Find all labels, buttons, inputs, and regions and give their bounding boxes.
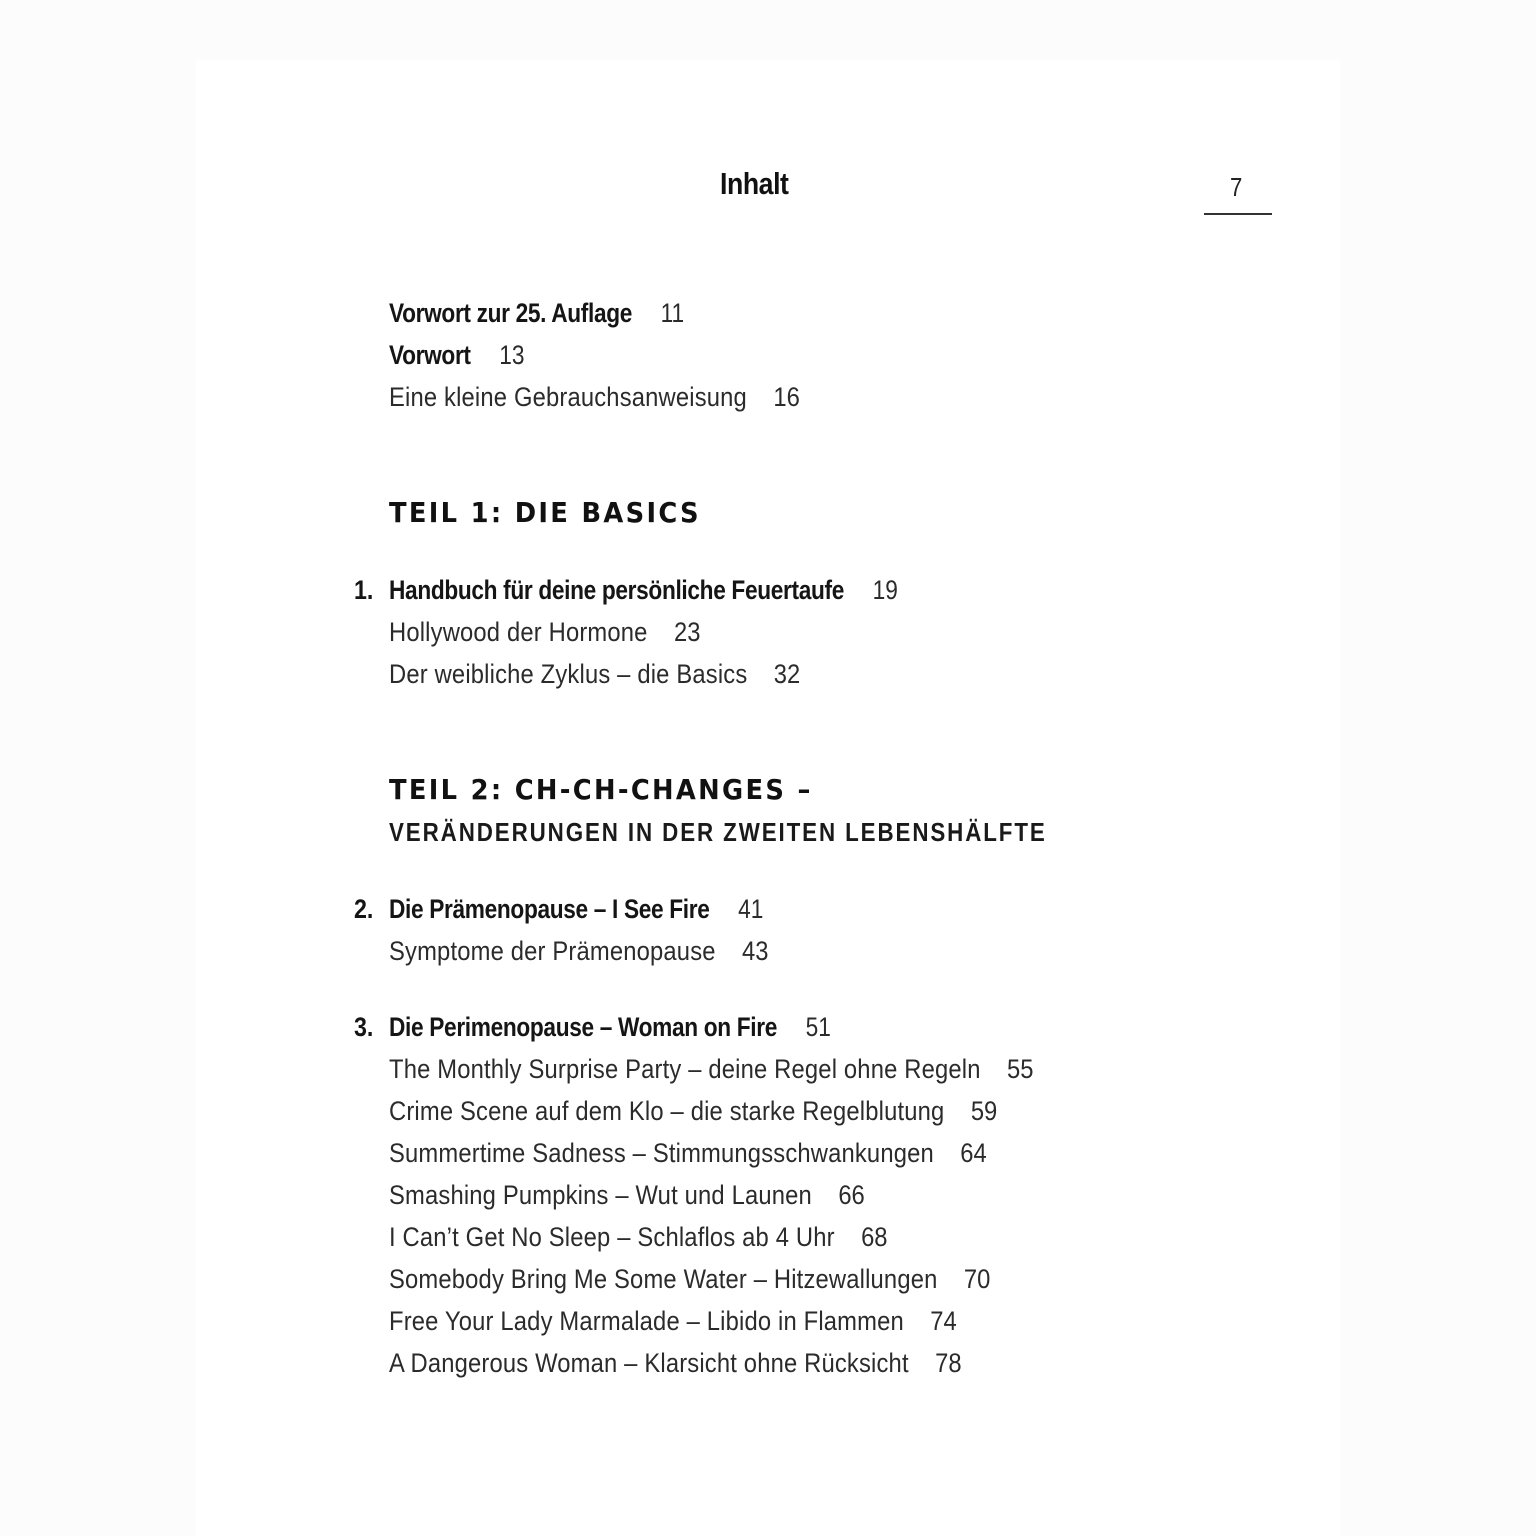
toc-chapter-1[interactable] <box>389 569 898 611</box>
toc-entry-page: 19 <box>872 575 898 605</box>
toc-entry-page: 55 <box>1007 1054 1034 1084</box>
toc-entry-label: Free Your Lady Marmalade – Libido in Flammen <box>389 1306 904 1336</box>
part-2-subheading: VERÄNDERUNGEN IN DER ZWEITEN LEBENSHÄLFTE <box>389 817 1047 847</box>
toc-entry-page: 43 <box>742 936 769 966</box>
chapter-number: 1. <box>354 575 374 605</box>
toc-section[interactable] <box>389 1174 865 1216</box>
toc-entry-page: 74 <box>930 1306 957 1336</box>
toc-section[interactable] <box>389 1258 990 1300</box>
toc-chapter-2[interactable] <box>389 888 763 930</box>
toc-section[interactable] <box>389 1048 1033 1090</box>
toc-entry-label: Eine kleine Gebrauchsanweisung <box>389 382 747 412</box>
page-title: Inhalt <box>720 166 789 201</box>
toc-entry-label: Hollywood der Hormone <box>389 617 648 647</box>
toc-entry-page: 11 <box>660 298 685 328</box>
chapter-number: 3. <box>354 1012 374 1042</box>
toc-entry-label: A Dangerous Woman – Klarsicht ohne Rücksicht <box>389 1348 909 1378</box>
toc-entry-page: 68 <box>861 1222 888 1252</box>
page-number: 7 <box>1230 172 1243 202</box>
toc-entry-page: 51 <box>805 1012 831 1042</box>
toc-entry-label: Vorwort <box>389 340 471 370</box>
toc-entry-vorwort-25[interactable] <box>389 292 684 334</box>
toc-chapter-3[interactable] <box>389 1006 831 1048</box>
toc-entry-page: 59 <box>970 1096 998 1126</box>
toc-entry-gebrauchsanweisung[interactable] <box>389 376 800 418</box>
toc-section[interactable] <box>389 930 768 972</box>
toc-entry-label: Handbuch für deine persönliche Feuertaufe <box>389 575 845 605</box>
part-1-heading: TEIL 1: DIE BASICS <box>389 496 701 529</box>
toc-entry-label: Symptome der Prämenopause <box>389 936 716 966</box>
toc-entry-page: 64 <box>960 1138 987 1168</box>
toc-entry-page: 16 <box>773 382 800 412</box>
toc-entry-label: Somebody Bring Me Some Water – Hitzewallungen <box>389 1264 938 1294</box>
toc-entry-label: Crime Scene auf dem Klo – die starke Regelblutung <box>389 1096 945 1126</box>
part-2-heading: TEIL 2: CH-CH-CHANGES – <box>389 773 813 806</box>
toc-section[interactable] <box>389 1090 997 1132</box>
toc-entry-label: Die Perimenopause – Woman on Fire <box>389 1012 778 1042</box>
toc-entry-label: Der weibliche Zyklus – die Basics <box>389 659 748 689</box>
toc-entry-page: 66 <box>838 1180 865 1210</box>
toc-entry-label: Vorwort zur 25. Auflage <box>389 298 633 328</box>
toc-section[interactable] <box>389 653 800 695</box>
toc-section[interactable] <box>389 611 700 653</box>
toc-entry-label: Smashing Pumpkins – Wut und Launen <box>389 1180 812 1210</box>
chapter-number: 2. <box>354 894 374 924</box>
toc-entry-page: 23 <box>673 617 701 647</box>
toc-section[interactable] <box>389 1216 888 1258</box>
toc-entry-label: Die Prämenopause – I See Fire <box>389 894 710 924</box>
toc-section[interactable] <box>389 1342 962 1384</box>
toc-entry-vorwort[interactable] <box>389 334 524 376</box>
toc-section[interactable] <box>389 1132 987 1174</box>
toc-entry-page: 13 <box>499 340 525 370</box>
toc-entry-label: I Can’t Get No Sleep – Schlaflos ab 4 Uhr <box>389 1222 835 1252</box>
toc-entry-page: 32 <box>773 659 801 689</box>
page-number-rule <box>1204 213 1272 215</box>
toc-entry-page: 78 <box>935 1348 962 1378</box>
toc-entry-label: The Monthly Surprise Party – deine Regel ohne Regeln <box>389 1054 981 1084</box>
toc-entry-label: Summertime Sadness – Stimmungsschwankungen <box>389 1138 934 1168</box>
toc-entry-page: 41 <box>738 894 764 924</box>
toc-entry-page: 70 <box>963 1264 991 1294</box>
toc-section[interactable] <box>389 1300 957 1342</box>
